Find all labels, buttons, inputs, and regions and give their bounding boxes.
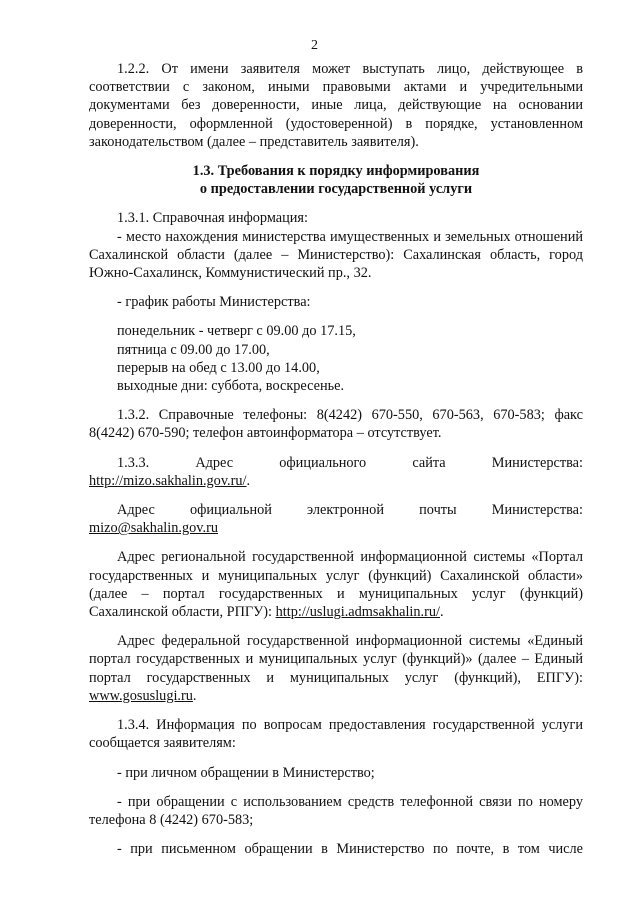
- rpgu-text: Адрес региональной государственной информационной системы «Портал государственных и муниципальных услуг (функций) Сахалинской области» (далее – портал государственных и муниципальных услуг (функций) Сахалинской области, РПГУ):: [89, 549, 583, 621]
- ministry-email-link[interactable]: mizo@sakhalin.gov.ru: [89, 520, 218, 537]
- section-heading-1-3: [89, 162, 583, 198]
- heading-line-2: о предоставлении государственной услуги: [199, 181, 473, 198]
- paragraph-1-3-1: 1.3.1. Справочная информация:: [117, 210, 308, 227]
- paragraph-epgu: Адрес федеральной государственной информационной системы «Единый портал государственных и муниципальных услуг (функций)» (далее – Единый портал государственных и муниципальных услуг (функций), ЕПГУ): www.gosuslugi.ru.: [89, 633, 583, 704]
- ministry-site-link[interactable]: http://mizo.sakhalin.gov.ru/: [89, 472, 247, 489]
- paragraph-email-link-line: [89, 519, 583, 537]
- epgu-link[interactable]: www.gosuslugi.ru: [89, 687, 193, 704]
- paragraph-personal: - при личном обращении в Министерство;: [117, 764, 375, 781]
- document-body: [89, 60, 583, 858]
- paragraph-phone: - при обращении с использованием средств телефонной связи по номеру телефона 8 (4242) 670-583;: [89, 793, 583, 828]
- rpgu-link[interactable]: http://uslugi.admsakhalin.ru/: [275, 604, 441, 621]
- paragraph-1-3-3: 1.3.3. Адрес официального сайта Министерства:: [117, 454, 583, 471]
- epgu-text: Адрес федеральной государственной информационной системы «Единый портал государственных и муниципальных услуг (функций)» (далее – Единый портал государственных и муниципальных услуг (функций), ЕПГУ):: [89, 633, 583, 686]
- heading-line-1: 1.3. Требования к порядку информирования: [192, 163, 480, 180]
- paragraph-schedule-intro: - график работы Министерства:: [117, 294, 311, 311]
- paragraph-location: - место нахождения министерства имущественных и земельных отношений Сахалинской области (далее – Министерство): Сахалинская область, город Южно-Сахалинск, Коммунистический пр., 32.: [89, 228, 583, 282]
- paragraph-rpgu: Адрес региональной государственной информационной системы «Портал государственных и муниципальных услуг (функций) Сахалинской области» (далее – портал государственных и муниципальных услуг (функций) Сахалинской области, РПГУ): http://uslugi.admsakhalin.ru/.: [89, 549, 583, 621]
- paragraph-1-3-2: 1.3.2. Справочные телефоны: 8(4242) 670-550, 670-563, 670-583; факс 8(4242) 670-590; телефон автоинформатора – отсутствует.: [89, 407, 583, 442]
- paragraph-1-3-3-link-line: http://mizo.sakhalin.gov.ru/.: [89, 472, 251, 489]
- paragraph-email: Адрес официальной электронной почты Министерства:: [117, 502, 583, 519]
- schedule-line: понедельник - четверг с 09.00 до 17.15,: [117, 323, 356, 340]
- schedule-line: перерыв на обед с 13.00 до 14.00,: [117, 359, 320, 376]
- paragraph-written: - при письменном обращении в Министерство по почте, в том числе: [117, 841, 583, 858]
- paragraph-1-3-4: 1.3.4. Информация по вопросам предоставления государственной услуги сообщается заявителям:: [89, 717, 583, 752]
- schedule-list: [89, 322, 583, 395]
- schedule-line: пятница с 09.00 до 17.00,: [117, 341, 270, 358]
- schedule-line: выходные дни: суббота, воскресенье.: [117, 378, 345, 395]
- page-number: 2: [311, 38, 318, 53]
- paragraph-1-2-2: 1.2.2. От имени заявителя может выступать лицо, действующее в соответствии с законом, иными правовыми актами и учредительными документами без доверенности, иные лица, действующие на основании доверенности, оформленной (удостоверенной) в порядке, установленном законодательством (далее – представитель заявителя).: [89, 61, 583, 150]
